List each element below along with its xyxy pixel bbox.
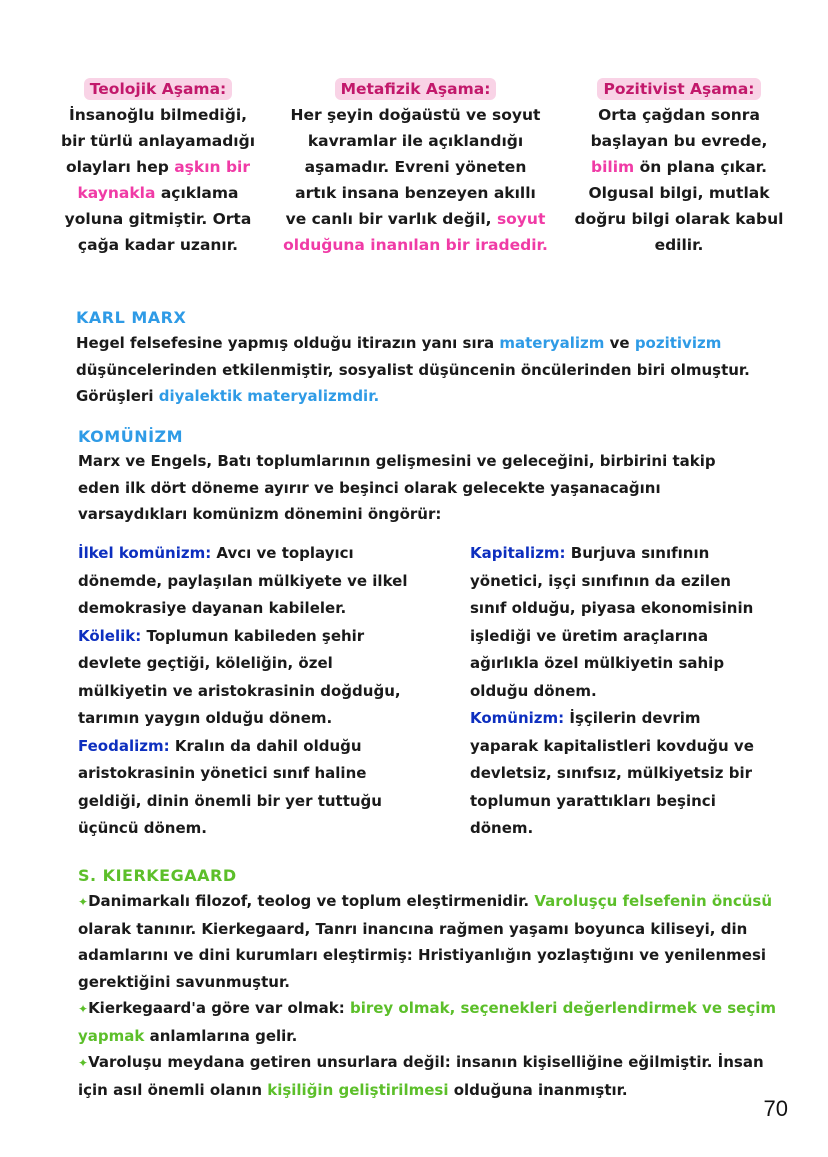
stage-text-part: ön plana çıkar. Olgusal bilgi, mutlak doğru bilgi olarak kabul edilir.	[574, 158, 784, 254]
kierkegaard-point-3	[78, 1049, 790, 1103]
stage-text-part: Her şeyin doğaüstü ve soyut kavramlar ile açıklandığı aşamadır. Evreni yöneten artık insana benzeyen akıllı ve canlı bir varlık değil,	[285, 106, 541, 228]
kierkegaard-highlight: Varoluşçu felsefenin öncüsü	[534, 892, 773, 910]
marx-title: KARL MARX	[76, 308, 187, 327]
period-term: Komünizm:	[470, 709, 565, 727]
kierkegaard-point-2	[78, 995, 790, 1049]
stage-highlight: soyut olduğuna inanılan bir iradedir.	[283, 210, 548, 254]
period-desc: Burjuva sınıfının yönetici, işçi sınıfının da ezilen sınıf olduğu, piyasa ekonomisinin işlediği ve üretim araçlarına ağırlıkla özel mülkiyetin sahip olduğu dönem.	[470, 544, 754, 700]
kierkegaard-text: olduğuna inanmıştır.	[448, 1080, 628, 1099]
periods-right-column	[470, 540, 770, 843]
kierkegaard-point-1	[78, 888, 790, 995]
period-item	[470, 705, 770, 843]
stage-title: Metafizik Aşama:	[335, 78, 497, 100]
period-desc: Kralın da dahil olduğu aristokrasinin yönetici sınıf haline geldiği, dinin önemli bir yer tuttuğu üçüncü dönem.	[78, 736, 382, 837]
period-term: Kölelik:	[78, 626, 142, 645]
stage-text	[283, 102, 548, 258]
period-desc: İşçilerin devrim yaparak kapitalistleri kovduğu ve devletsiz, sınıfsız, mülkiyetsiz bir toplumun yarattıkları beşinci dönem.	[470, 709, 754, 837]
komunizm-title: KOMÜNİZM	[78, 427, 184, 446]
periods-left-column	[78, 540, 423, 843]
period-item	[78, 623, 423, 733]
marx-highlight: materyalizm	[499, 334, 605, 352]
kierkegaard-highlight: kişiliğin geliştirilmesi	[267, 1080, 449, 1099]
period-term: Feodalizm:	[78, 736, 170, 755]
kierkegaard-text: Varoluşu meydana getiren unsurlara değil: insanın kişiselliğine eğilmiştir. İnsan için asıl önemli olanın	[78, 1053, 764, 1099]
marx-highlight: diyalektik materyalizmdir.	[158, 387, 380, 405]
period-desc: Toplumun kabileden şehir devlete geçtiği, köleliğin, özel mülkiyetin ve aristokrasinin doğduğu, tarımın yaygın olduğu dönem.	[78, 626, 401, 727]
komunizm-paragraph: Marx ve Engels, Batı toplumlarının gelişmesini ve geleceğini, birbirini takip eden ilk dört döneme ayırır ve beşinci olarak gelecekte yaşanacağını varsaydıkları komünizm dönemini öngörür:	[78, 452, 716, 523]
stage-text-part: açıklama yoluna gitmiştir. Orta çağa kadar uzanır.	[64, 184, 252, 254]
period-term: Kapitalizm:	[470, 544, 566, 562]
kierkegaard-text: anlamlarına gelir.	[144, 1026, 298, 1045]
kierkegaard-paragraph	[78, 888, 790, 1103]
stage-text-part: İnsanoğlu bilmediği, bir türlü anlayamadığı olayları hep	[60, 106, 256, 176]
stage-theological	[58, 76, 258, 258]
kierkegaard-text: olarak tanınır. Kierkegaard, Tanrı inancına rağmen yaşamı boyunca kiliseyi, din adamlarını ve dini kurumları eleştirmiş: Hristiyanlığın yozlaştığını ve yenilenmesi gerektiğini savunmuştur.	[78, 919, 767, 991]
period-item	[470, 540, 770, 705]
kierkegaard-highlight: birey olmak, seçenekleri değerlendirmek ve seçim yapmak	[78, 999, 776, 1045]
stage-highlight: bilim	[590, 158, 635, 176]
marx-text: Hegel felsefesine yapmış olduğu itirazın yanı sıra	[76, 334, 500, 352]
stage-title: Teolojik Aşama:	[84, 78, 232, 100]
stage-text	[58, 102, 258, 258]
bullet-icon: ✦	[78, 895, 89, 909]
period-term: İlkel komünizm:	[78, 544, 212, 562]
marx-highlight: pozitivizm	[634, 334, 722, 352]
stage-metaphysical	[283, 76, 548, 258]
period-item	[78, 540, 423, 623]
stage-positivist	[568, 76, 790, 258]
page-number: 70	[763, 1096, 788, 1121]
stage-text	[568, 102, 790, 258]
kierkegaard-text: Kierkegaard'a göre var olmak:	[88, 999, 350, 1017]
period-desc: Avcı ve toplayıcı dönemde, paylaşılan mülkiyete ve ilkel demokrasiye dayanan kabileler.	[78, 544, 408, 617]
bullet-icon: ✦	[78, 1002, 89, 1016]
kierkegaard-text: Danimarkalı filozof, teolog ve toplum eleştirmenidir.	[88, 892, 535, 910]
marx-text: düşüncelerinden etkilenmiştir, sosyalist düşüncenin öncülerinden biri olmuştur. Görüşleri	[76, 360, 750, 405]
stage-title: Pozitivist Aşama:	[597, 78, 760, 100]
stage-highlight: aşkın bir kaynakla	[77, 158, 250, 202]
marx-paragraph	[76, 330, 776, 410]
marx-text: ve	[604, 334, 635, 352]
bullet-icon: ✦	[78, 1056, 89, 1070]
period-item	[78, 733, 423, 843]
stage-text-part: Orta çağdan sonra başlayan bu evrede,	[590, 106, 768, 150]
stages-section	[58, 76, 788, 291]
kierkegaard-title: S. KIERKEGAARD	[78, 866, 237, 885]
